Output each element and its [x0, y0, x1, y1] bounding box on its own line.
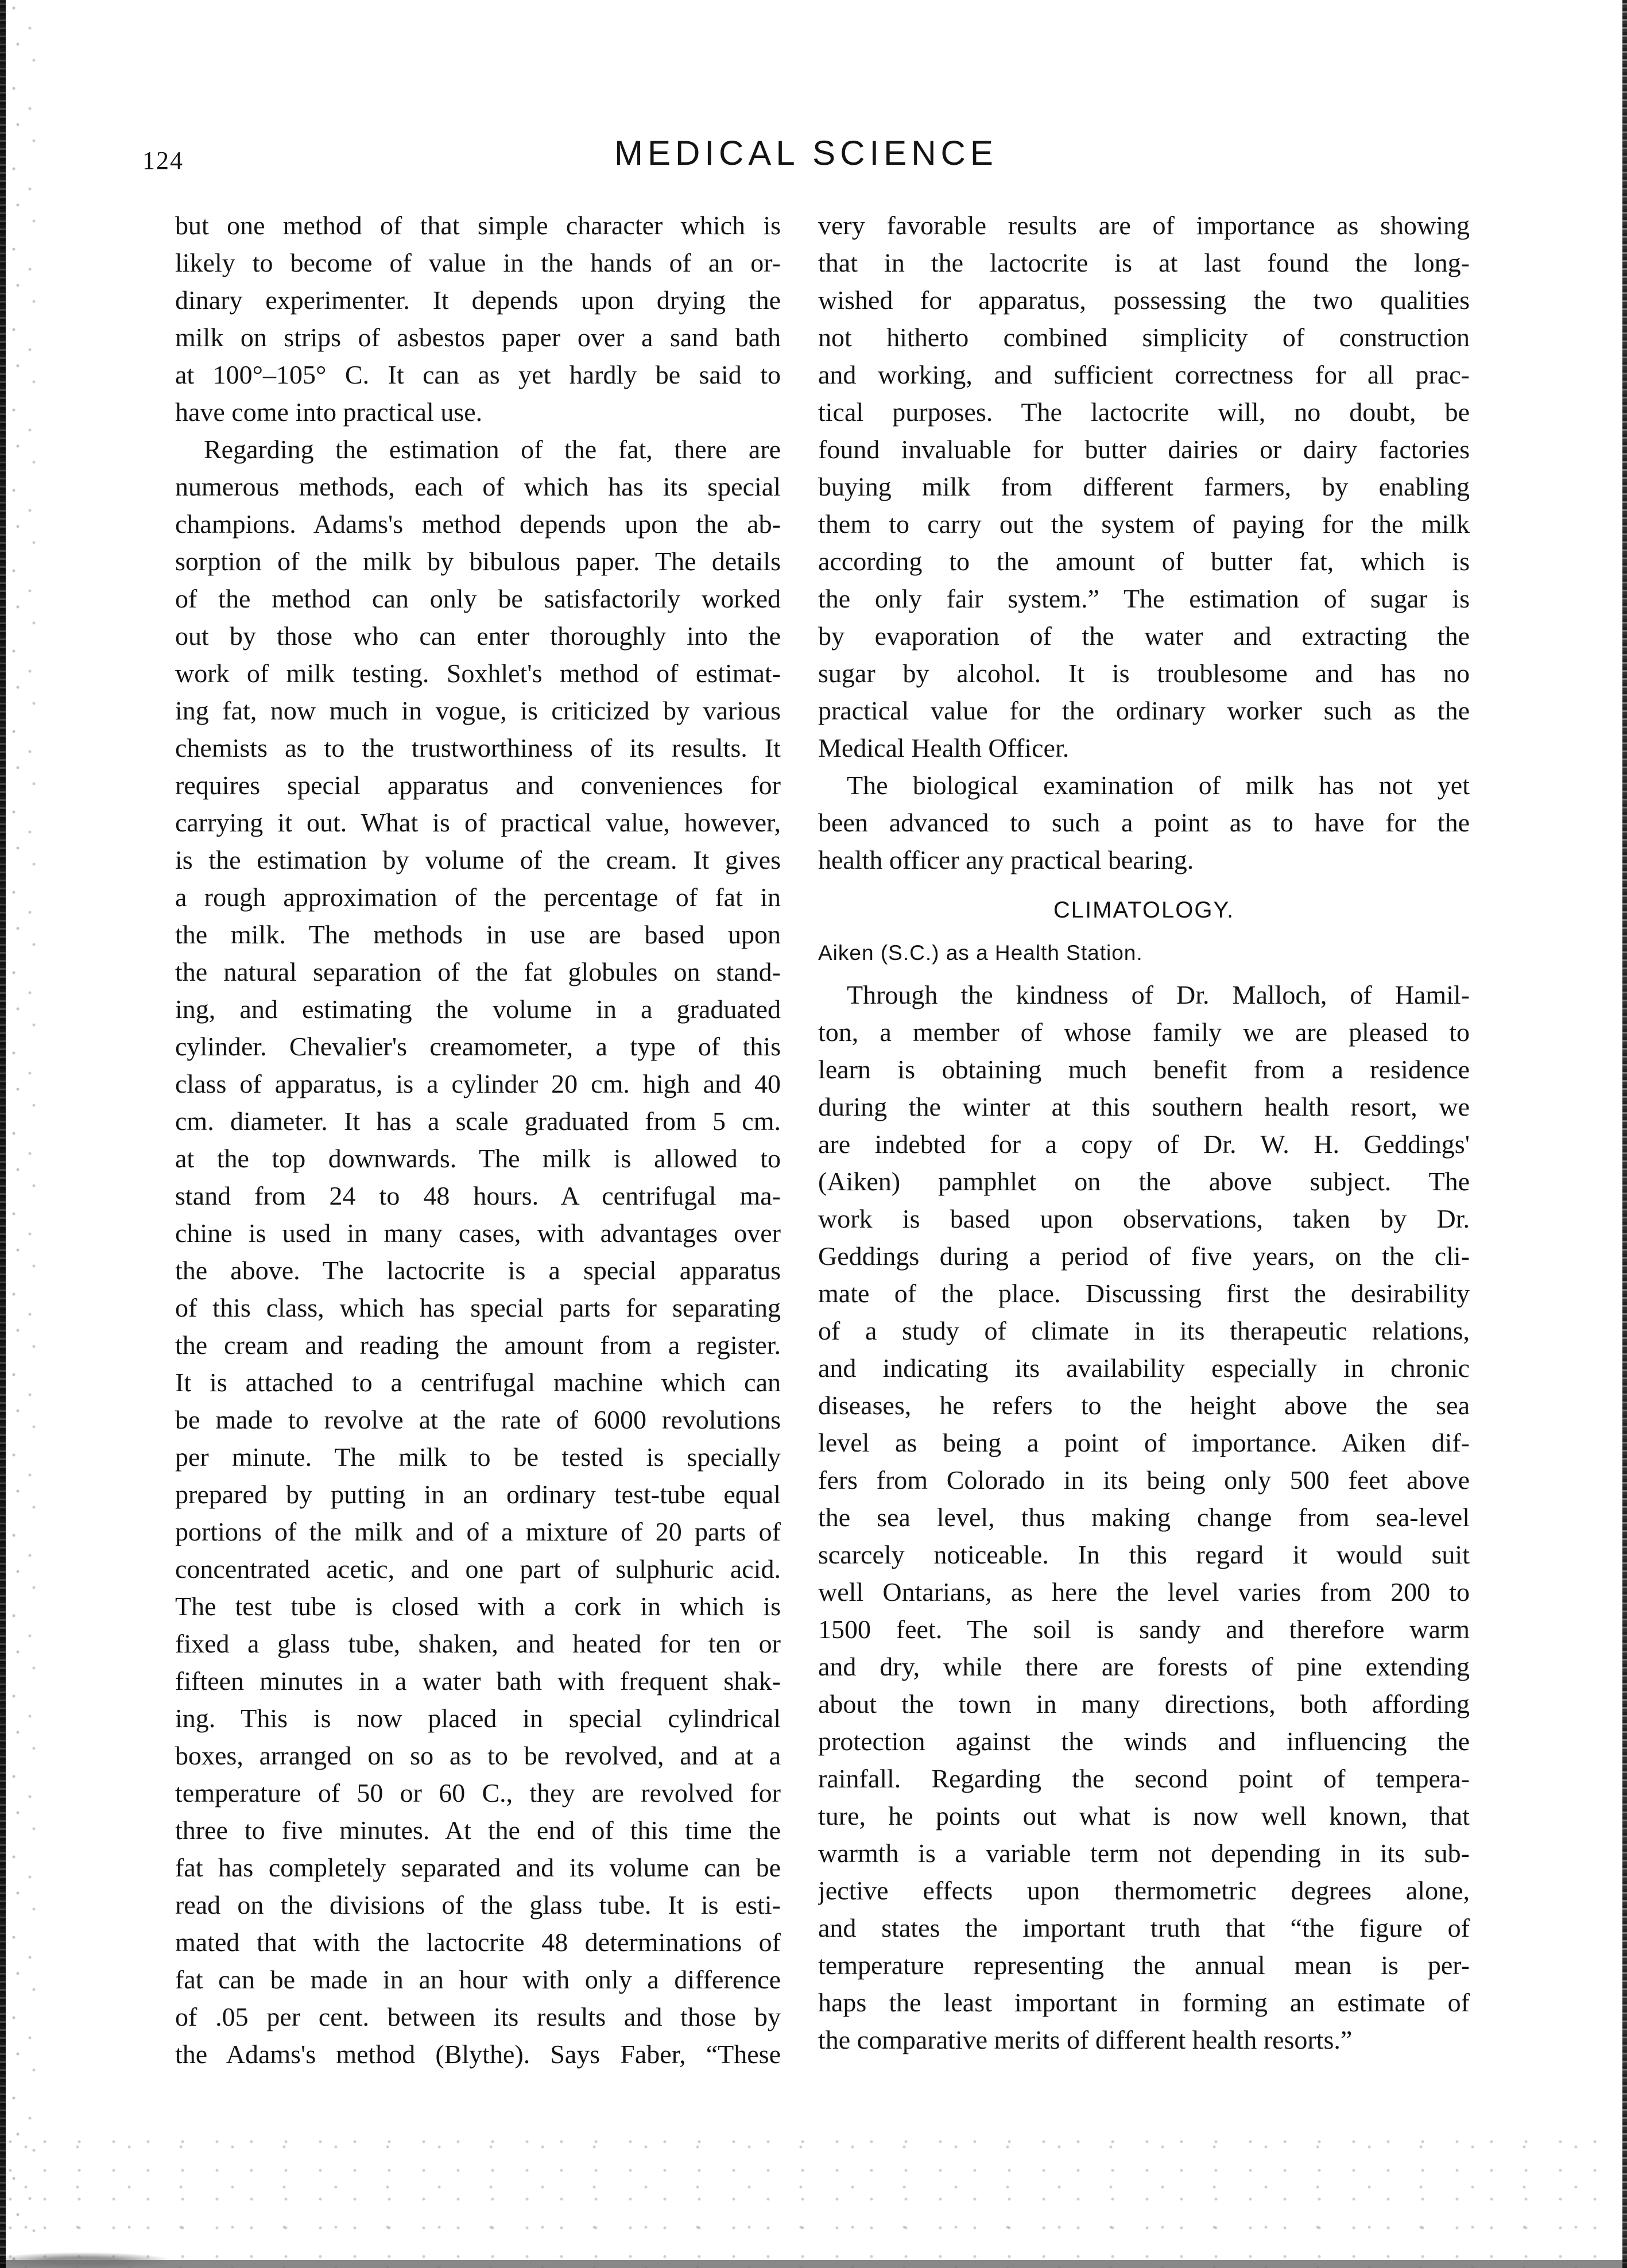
text-line: the only fair system.” The estimation of sugar is	[818, 584, 1470, 613]
text-line: of this class, which has special parts for separating	[175, 1293, 781, 1322]
paragraph-start-line: Through the kindness of Dr. Malloch, of Hamil-	[847, 980, 1470, 1009]
text-line: temperature of 50 or 60 C., they are revolved for	[175, 1778, 781, 1808]
text-line: (Aiken) pamphlet on the above subject. The	[818, 1167, 1470, 1196]
text-line: requires special apparatus and conveniences for	[175, 771, 781, 800]
text-line: and indicating its availability especially in chronic	[818, 1353, 1470, 1383]
text-line: 1500 feet. The soil is sandy and therefore warm	[818, 1615, 1470, 1644]
text-line: health officer any practical bearing.	[818, 845, 1194, 874]
text-line: dinary experimenter. It depends upon drying the	[175, 285, 781, 315]
text-line: work of milk testing. Soxhlet's method of estimat-	[175, 659, 781, 688]
text-line: and states the important truth that “the figure of	[818, 1913, 1470, 1942]
text-line: and dry, while there are forests of pine extending	[818, 1652, 1470, 1681]
page-number: 124	[142, 146, 184, 175]
text-line: three to five minutes. At the end of this time the	[175, 1816, 781, 1845]
text-line: be made to revolve at the rate of 6000 revolutions	[175, 1405, 781, 1434]
text-line: the milk. The methods in use are based upon	[175, 920, 781, 949]
text-line: prepared by putting in an ordinary test-tube equal	[175, 1480, 781, 1509]
text-line: temperature representing the annual mean is per-	[818, 1950, 1470, 1980]
text-line: not hitherto combined simplicity of construction	[818, 323, 1470, 352]
text-line: The test tube is closed with a cork in which is	[175, 1592, 781, 1621]
text-line: during the winter at this southern health resort, we	[818, 1092, 1470, 1121]
article-subheading: Aiken (S.C.) as a Health Station.	[818, 941, 1143, 965]
section-heading: CLIMATOLOGY.	[1053, 897, 1235, 923]
text-line: chine is used in many cases, with advantages over	[175, 1218, 781, 1248]
text-line: chemists as to the trustworthiness of its results. It	[175, 733, 781, 763]
text-line: champions. Adams's method depends upon the ab-	[175, 509, 781, 539]
text-line: likely to become of value in the hands of an or-	[175, 248, 781, 277]
journal-title: MEDICAL SCIENCE	[614, 134, 998, 172]
text-line: fat has completely separated and its volume can be	[175, 1853, 781, 1882]
text-line: at 100°–105° C. It can as yet hardly be said to	[175, 360, 781, 389]
text-line: mate of the place. Discussing first the desirability	[818, 1279, 1470, 1308]
text-line: fat can be made in an hour with only a difference	[175, 1965, 781, 1994]
text-line: according to the amount of butter fat, which is	[818, 547, 1470, 576]
text-line: well Ontarians, as here the level varies from 200 to	[818, 1577, 1470, 1607]
text-line: cm. diameter. It has a scale graduated from 5 cm.	[175, 1106, 781, 1136]
text-line: is the estimation by volume of the cream. It gives	[175, 845, 781, 874]
text-line: been advanced to such a point as to have for the	[818, 808, 1470, 837]
paragraph-start-line: The biological examination of milk has not yet	[847, 771, 1470, 800]
running-head	[0, 133, 1627, 179]
text-line: rainfall. Regarding the second point of tempera-	[818, 1764, 1470, 1793]
text-line: jective effects upon thermometric degrees alone,	[818, 1876, 1470, 1905]
text-line: ing, and estimating the volume in a graduated	[175, 994, 781, 1024]
text-line: wished for apparatus, possessing the two qualities	[818, 285, 1470, 315]
text-line: the comparative merits of different health resorts.”	[818, 2025, 1353, 2054]
text-line: cylinder. Chevalier's creamometer, a type of this	[175, 1032, 781, 1061]
scan-edge-left	[0, 0, 6, 2268]
text-line: Medical Health Officer.	[818, 733, 1070, 763]
text-line: concentrated acetic, and one part of sulphuric acid.	[175, 1554, 781, 1584]
text-line: protection against the winds and influencing the	[818, 1727, 1470, 1756]
text-line: milk on strips of asbestos paper over a sand bath	[175, 323, 781, 352]
text-line: buying milk from different farmers, by enabling	[818, 472, 1470, 501]
text-line: fixed a glass tube, shaken, and heated for ten or	[175, 1629, 781, 1658]
text-line: read on the divisions of the glass tube. It is esti-	[175, 1890, 781, 1919]
text-line: ton, a member of whose family we are pleased to	[818, 1017, 1470, 1047]
text-line: Geddings during a period of five years, on the cli-	[818, 1241, 1470, 1271]
text-line: portions of the milk and of a mixture of 20 parts of	[175, 1517, 781, 1546]
text-line: numerous methods, each of which has its special	[175, 472, 781, 501]
text-line: of .05 per cent. between its results and those by	[175, 2002, 781, 2031]
text-line: the sea level, thus making change from sea-level	[818, 1503, 1470, 1532]
text-line: out by those who can enter thoroughly into the	[175, 621, 781, 651]
text-line: carrying it out. What is of practical value, however,	[175, 808, 781, 837]
text-line: very favorable results are of importance as showing	[818, 211, 1470, 240]
text-line: the Adams's method (Blythe). Says Faber, “These	[175, 2039, 781, 2069]
text-line: have come into practical use.	[175, 397, 483, 427]
text-line: and working, and sufficient correctness for all prac-	[818, 360, 1470, 389]
text-line: are indebted for a copy of Dr. W. H. Geddings'	[818, 1129, 1470, 1159]
text-line: the natural separation of the fat globules on stand-	[175, 957, 781, 986]
text-line: a rough approximation of the percentage of fat in	[175, 883, 781, 912]
scan-noise-left	[6, 0, 46, 2268]
text-line: practical value for the ordinary worker such as the	[818, 696, 1470, 725]
text-line: fifteen minutes in a water bath with frequent shak-	[175, 1666, 781, 1696]
text-line: level as being a point of importance. Aiken dif-	[818, 1428, 1470, 1457]
text-line: learn is obtaining much benefit from a residence	[818, 1055, 1470, 1084]
text-line: of the method can only be satisfactorily worked	[175, 584, 781, 613]
text-line: diseases, he refers to the height above the sea	[818, 1391, 1470, 1420]
text-line: the above. The lactocrite is a special apparatus	[175, 1256, 781, 1285]
scan-edge-right	[1622, 0, 1627, 2268]
text-line: mated that with the lactocrite 48 determinations of	[175, 1928, 781, 1957]
text-line: at the top downwards. The milk is allowed to	[175, 1144, 781, 1173]
text-line: haps the least important in forming an estimate of	[818, 1988, 1470, 2017]
text-line: them to carry out the system of paying for the milk	[818, 509, 1470, 539]
text-line: but one method of that simple character which is	[175, 211, 781, 240]
text-line: per minute. The milk to be tested is specially	[175, 1442, 781, 1472]
text-line: scarcely noticeable. In this regard it would suit	[818, 1540, 1470, 1569]
text-line: found invaluable for butter dairies or dairy factories	[818, 435, 1470, 464]
text-line: warmth is a variable term not depending in its sub-	[818, 1839, 1470, 1868]
text-line: that in the lactocrite is at last found the long-	[818, 248, 1470, 277]
text-line: sorption of the milk by bibulous paper. The details	[175, 547, 781, 576]
left-column	[175, 207, 781, 2073]
text-line: of a study of climate in its therapeutic relations,	[818, 1316, 1470, 1345]
text-line: fers from Colorado in its being only 500 feet above	[818, 1465, 1470, 1495]
text-line: by evaporation of the water and extracting the	[818, 621, 1470, 651]
right-column	[818, 207, 1470, 2058]
paragraph-start-line: Regarding the estimation of the fat, there are	[204, 435, 781, 464]
text-line: ing. This is now placed in special cylindrical	[175, 1704, 781, 1733]
text-line: about the town in many directions, both affording	[818, 1689, 1470, 1719]
text-line: the cream and reading the amount from a register.	[175, 1330, 781, 1360]
text-line: It is attached to a centrifugal machine which can	[175, 1368, 781, 1397]
text-line: ture, he points out what is now well known, that	[818, 1801, 1470, 1830]
text-line: stand from 24 to 48 hours. A centrifugal ma-	[175, 1181, 781, 1210]
text-line: sugar by alcohol. It is troublesome and has no	[818, 659, 1470, 688]
scan-noise-bottom	[0, 2119, 1627, 2268]
text-line: class of apparatus, is a cylinder 20 cm. high and 40	[175, 1069, 781, 1098]
text-line: ing fat, now much in vogue, is criticized by various	[175, 696, 781, 725]
text-line: boxes, arranged on so as to be revolved, and at a	[175, 1741, 781, 1770]
text-line: tical purposes. The lactocrite will, no doubt, be	[818, 397, 1470, 427]
text-line: work is based upon observations, taken by Dr.	[818, 1204, 1470, 1233]
